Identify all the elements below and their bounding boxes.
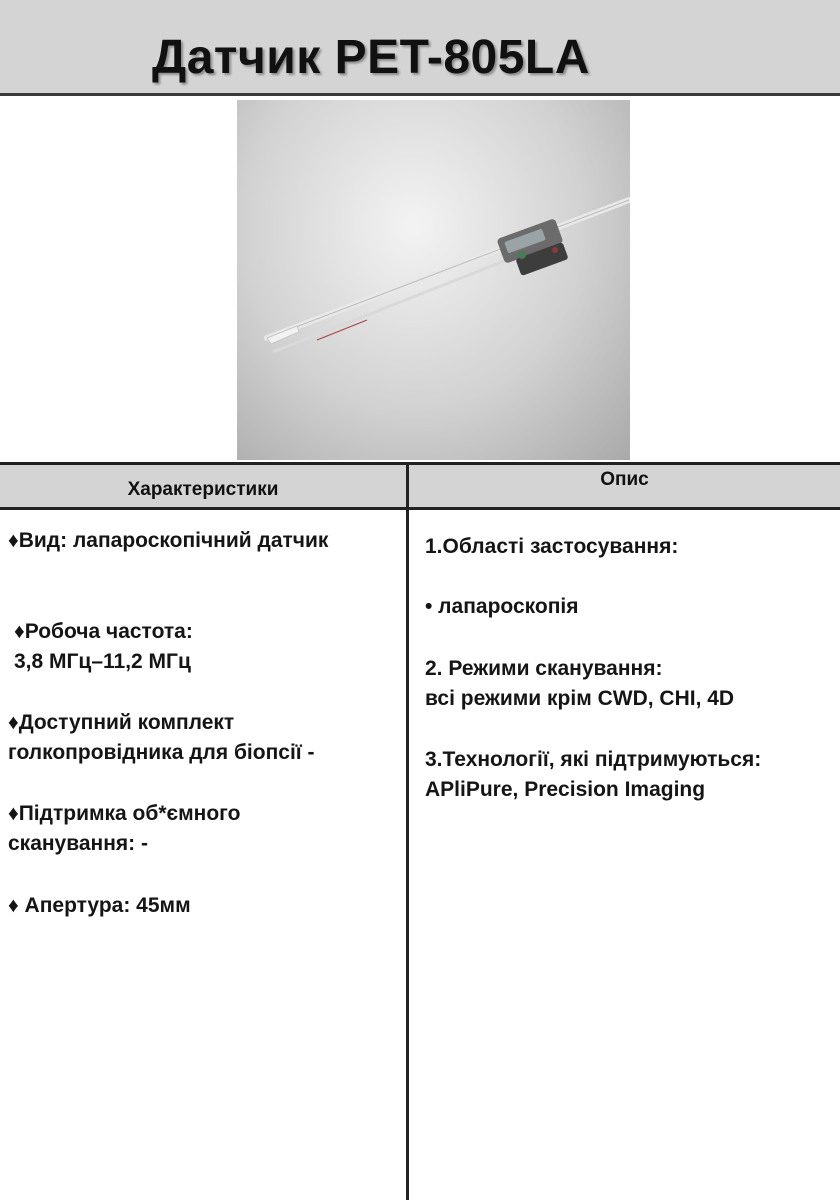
spec-frequency: ♦Робоча частота: 3,8 МГц–11,2 МГц [14,620,193,673]
description-areas-item: • лапароскопія [425,595,579,618]
spec-biopsy-kit: ♦Доступний комплект голкопровідника для біопсії - [8,711,315,764]
header-bar [0,0,840,96]
description-scan-modes: 2. Режими сканування: всі режими крім CWD, CHI, 4D [425,657,735,710]
table-header-row [0,462,840,510]
spec-type: ♦Вид: лапароскопічний датчик [8,529,329,552]
probe-illustration [237,100,630,460]
spec-volume-scanning: ♦Підтримка об*ємного сканування: - [8,802,241,855]
description-technologies: 3.Технології, які підтримуються: APliPure, Precision Imaging [425,748,762,801]
product-photo [237,100,630,460]
column-divider [406,462,409,1200]
column-header-characteristics: Характеристики [127,479,279,500]
spec-aperture: ♦ Апертура: 45мм [8,894,191,917]
page-title: Датчик PET-805LA [152,31,590,84]
description-areas-title: 1.Області застосування: [425,535,679,558]
column-header-description: Опис [600,469,649,490]
